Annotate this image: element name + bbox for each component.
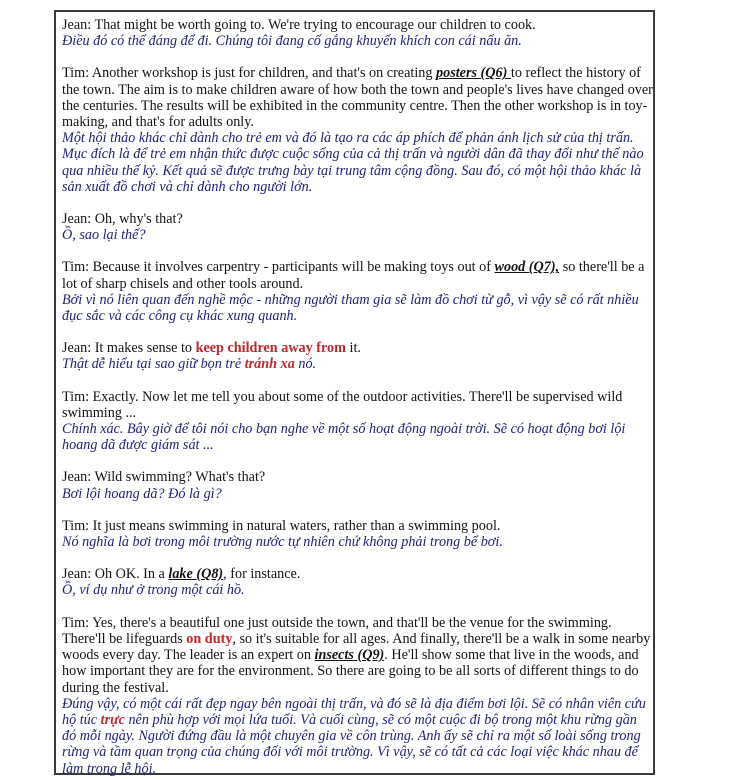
text-segment: , for instance. [223,566,301,583]
english-text [62,340,653,356]
english-text [62,65,653,130]
text-segment: Jean: That might be worth going to. We're trying to encourage our children to cook. [62,17,536,33]
text-segment: Tim: Because it involves carpentry - participants will be making toys out of [62,259,495,276]
text-segment: Tim: It just means swimming in natural waters, rather than a swimming pool. [62,517,501,534]
dialogue-entry [62,259,653,324]
english-text [62,259,653,291]
answer-keyword: posters (Q6) [436,65,511,82]
highlighted-phrase: trực [100,711,125,728]
english-text [62,615,653,696]
text-segment: Tim: Exactly. Now let me tell you about some of the outdoor activities. There'll be supervised wild swimming ... [62,388,623,421]
highlighted-phrase: on duty [186,630,233,647]
text-segment: Ồ, sao lại thế? [62,227,146,244]
dialogue-entry [62,615,653,777]
dialogue-entry [62,211,653,243]
vietnamese-translation [62,227,653,243]
text-segment: Chính xác. Bây giờ để tôi nói cho bạn nghe về một số hoạt động ngoài trời. Sẽ có hoạt động bơi lội hoang dã được giám sát ... [62,421,626,454]
vietnamese-translation [62,486,653,502]
text-segment: , so it's suitable for all ages. And finally, there'll be a walk in some nearby woods every day. The leader is an expert on [62,630,651,664]
text-segment: Nó nghĩa là bơi trong môi trường nước tự nhiên chứ không phải trong bể bơi. [62,534,503,551]
vietnamese-translation [62,582,653,598]
text-segment: nên phù hợp với mọi lứa tuổi. Và cuối cùng, sẽ có một cuộc đi bộ trong một khu rừng gần đó mỗi ngày. Người đứng đầu là một chuyên gia về côn trùng. Anh ấy sẽ chỉ ra một số loài sống trong rừng và tầm quan trọng của chúng đối với môi trường. Vì vậy, sẽ có tất cả các loại việc khác nhau để làm trong lễ hội. [62,711,641,777]
text-segment: Bởi vì nó liên quan đến nghề mộc - những người tham gia sẽ làm đồ chơi từ gỗ, vì vậy sẽ có rất nhiều đục sắc và các công cụ khác xung quanh. [62,291,639,325]
dialogue-entry [62,17,653,49]
text-segment: it. [345,340,361,357]
dialogue-entry [62,518,653,550]
text-segment: Ồ, ví dụ như ở trong một cái hồ. [62,582,245,599]
text-segment: so there'll be a lot of sharp chisels and other tools around. [62,259,645,292]
english-text [62,211,653,227]
text-segment: to reflect the history of the town. The aim is to make children aware of how both the town and people's lives have changed over the centuries. The results will be exhibited in the community centre. Then the other workshop is in toy-making, and that's for adults only. [62,65,653,131]
text-segment: Jean: It makes sense to [62,340,196,357]
vietnamese-translation [62,696,653,777]
answer-keyword: wood (Q7), [494,259,560,276]
text-segment: Đúng vậy, có một cái rất đẹp ngay bên ngoài thị trấn, và đó sẽ là địa điểm bơi lội. Sẽ có nhân viên cứu hộ túc [62,695,646,728]
text-segment: Tim: Yes, there's a beautiful one just outside the town, and that'll be the venue for the swimming. There'll be lifeguards [62,614,612,647]
text-segment: Một hội thảo khác chỉ dành cho trẻ em và đó là tạo ra các áp phích để phản ánh lịch sử của thị trấn. Mục đích là để trẻ em nhận thức được cuộc sống của cả thị trấn và người dân đã thay đổi như thế nào qua nhiều thế kỷ. Kết quả sẽ được trưng bày tại trung tâm cộng đồng. Sau đó, có một hội thảo khác là sản xuất đồ chơi và chỉ dành cho người lớn. [62,130,644,195]
dialogue-list [56,12,653,777]
vietnamese-translation [62,130,653,195]
vietnamese-translation [62,356,653,372]
vietnamese-translation [62,292,653,324]
vietnamese-translation [62,33,653,49]
vietnamese-translation [62,421,653,453]
english-text [62,566,653,582]
text-segment: Thật dễ hiểu tại sao giữ bọn trẻ [62,356,245,373]
text-segment: Jean: Wild swimming? What's that? [62,469,266,486]
answer-keyword: lake (Q8) [168,566,224,583]
text-segment: . He'll show some that live in the woods, and how important they are for the environment. So there are going to be all sorts of different things to do during the festival. [62,647,639,696]
vietnamese-translation [62,534,653,550]
dialogue-entry [62,566,653,598]
dialogue-entry [62,65,653,195]
transcript-box [54,10,655,775]
answer-keyword: insects (Q9) [314,647,385,664]
text-segment: Bơi lội hoang dã? Đó là gì? [62,485,222,502]
dialogue-entry [62,469,653,501]
english-text [62,17,653,33]
text-segment: Tim: Another workshop is just for children, and that's on creating [62,65,437,82]
english-text [62,518,653,534]
dialogue-entry [62,340,653,372]
text-segment: nó. [294,356,317,373]
highlighted-phrase: tránh xa [244,356,295,373]
english-text [62,469,653,485]
dialogue-entry [62,389,653,454]
text-segment: Jean: Oh, why's that? [62,211,183,228]
highlighted-phrase: keep children away from [195,340,346,357]
text-segment: Jean: Oh OK. In a [62,566,169,583]
text-segment: Điều đó có thể đáng để đi. Chúng tôi đang cố gắng khuyến khích con cái nấu ăn. [62,33,522,50]
english-text [62,389,653,421]
